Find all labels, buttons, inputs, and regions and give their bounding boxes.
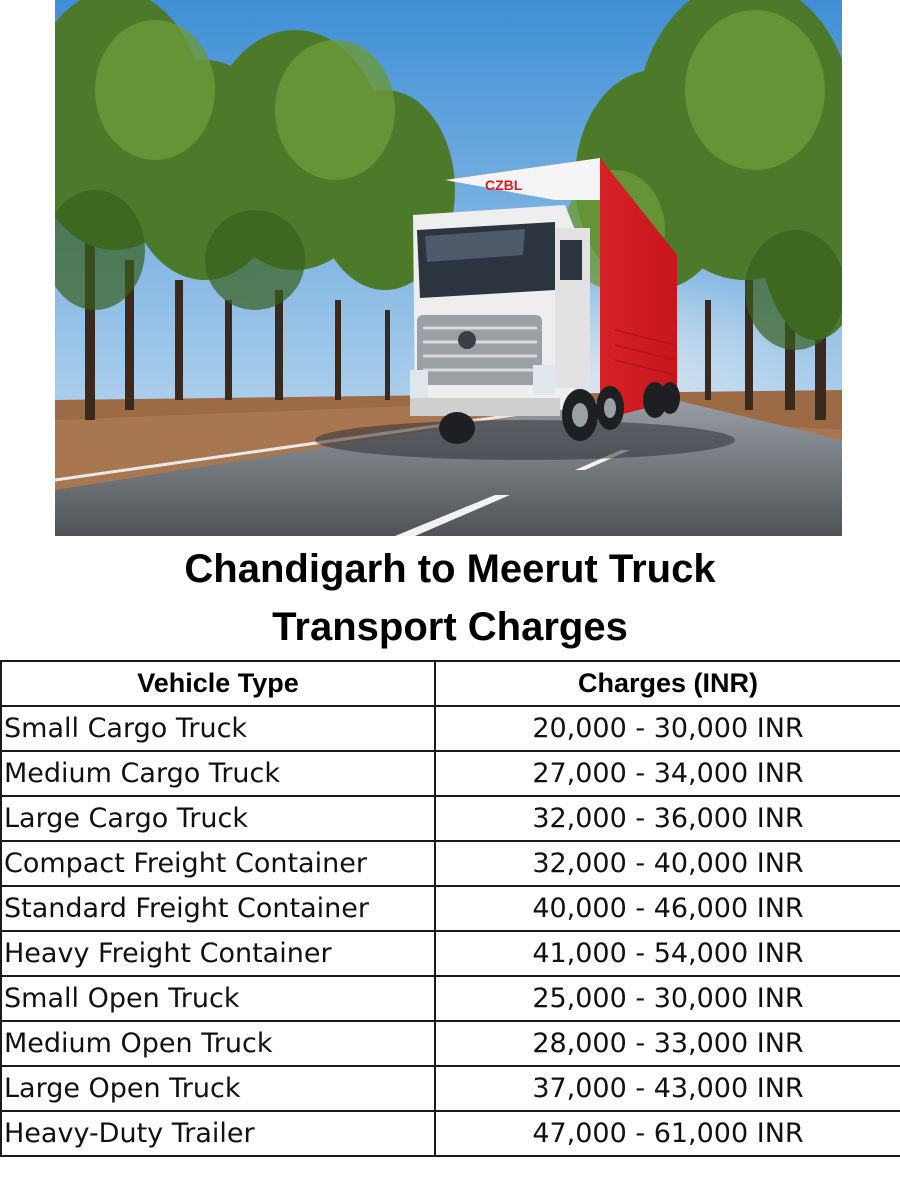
table-row — [1, 886, 900, 931]
charges-cell: 20,000 - 30,000 INR — [435, 706, 900, 751]
table-row — [1, 931, 900, 976]
charges-cell: 32,000 - 36,000 INR — [435, 796, 900, 841]
vehicle-type-cell: Large Cargo Truck — [1, 796, 435, 841]
truck-illustration — [55, 0, 842, 536]
charges-cell: 47,000 - 61,000 INR — [435, 1111, 900, 1156]
charges-cell: 27,000 - 34,000 INR — [435, 751, 900, 796]
vehicle-type-cell: Medium Cargo Truck — [1, 751, 435, 796]
table-row — [1, 796, 900, 841]
page-title-line-2: Transport Charges — [272, 605, 628, 649]
vehicle-type-cell: Standard Freight Container — [1, 886, 435, 931]
table-row — [1, 751, 900, 796]
page-title — [0, 540, 900, 658]
table-row — [1, 706, 900, 751]
truck-box-text: CZBL — [485, 177, 523, 193]
table-row — [1, 1111, 900, 1156]
table-row — [1, 1021, 900, 1066]
vehicle-type-cell: Small Cargo Truck — [1, 706, 435, 751]
page-title-line-1: Chandigarh to Meerut Truck — [184, 547, 716, 591]
table-header-row — [1, 661, 900, 706]
transport-charges-table — [0, 660, 900, 1157]
vehicle-type-cell: Heavy Freight Container — [1, 931, 435, 976]
table-row — [1, 1066, 900, 1111]
charges-cell: 41,000 - 54,000 INR — [435, 931, 900, 976]
charges-cell: 37,000 - 43,000 INR — [435, 1066, 900, 1111]
vehicle-type-cell: Large Open Truck — [1, 1066, 435, 1111]
table-row — [1, 841, 900, 886]
table-row — [1, 976, 900, 1021]
charges-cell: 40,000 - 46,000 INR — [435, 886, 900, 931]
charges-cell: 28,000 - 33,000 INR — [435, 1021, 900, 1066]
vehicle-type-cell: Small Open Truck — [1, 976, 435, 1021]
column-header-charges: Charges (INR) — [435, 661, 900, 706]
vehicle-type-cell: Compact Freight Container — [1, 841, 435, 886]
hero-image — [55, 0, 842, 536]
charges-cell: 25,000 - 30,000 INR — [435, 976, 900, 1021]
column-header-vehicle-type: Vehicle Type — [1, 661, 435, 706]
charges-cell: 32,000 - 40,000 INR — [435, 841, 900, 886]
vehicle-type-cell: Heavy-Duty Trailer — [1, 1111, 435, 1156]
vehicle-type-cell: Medium Open Truck — [1, 1021, 435, 1066]
